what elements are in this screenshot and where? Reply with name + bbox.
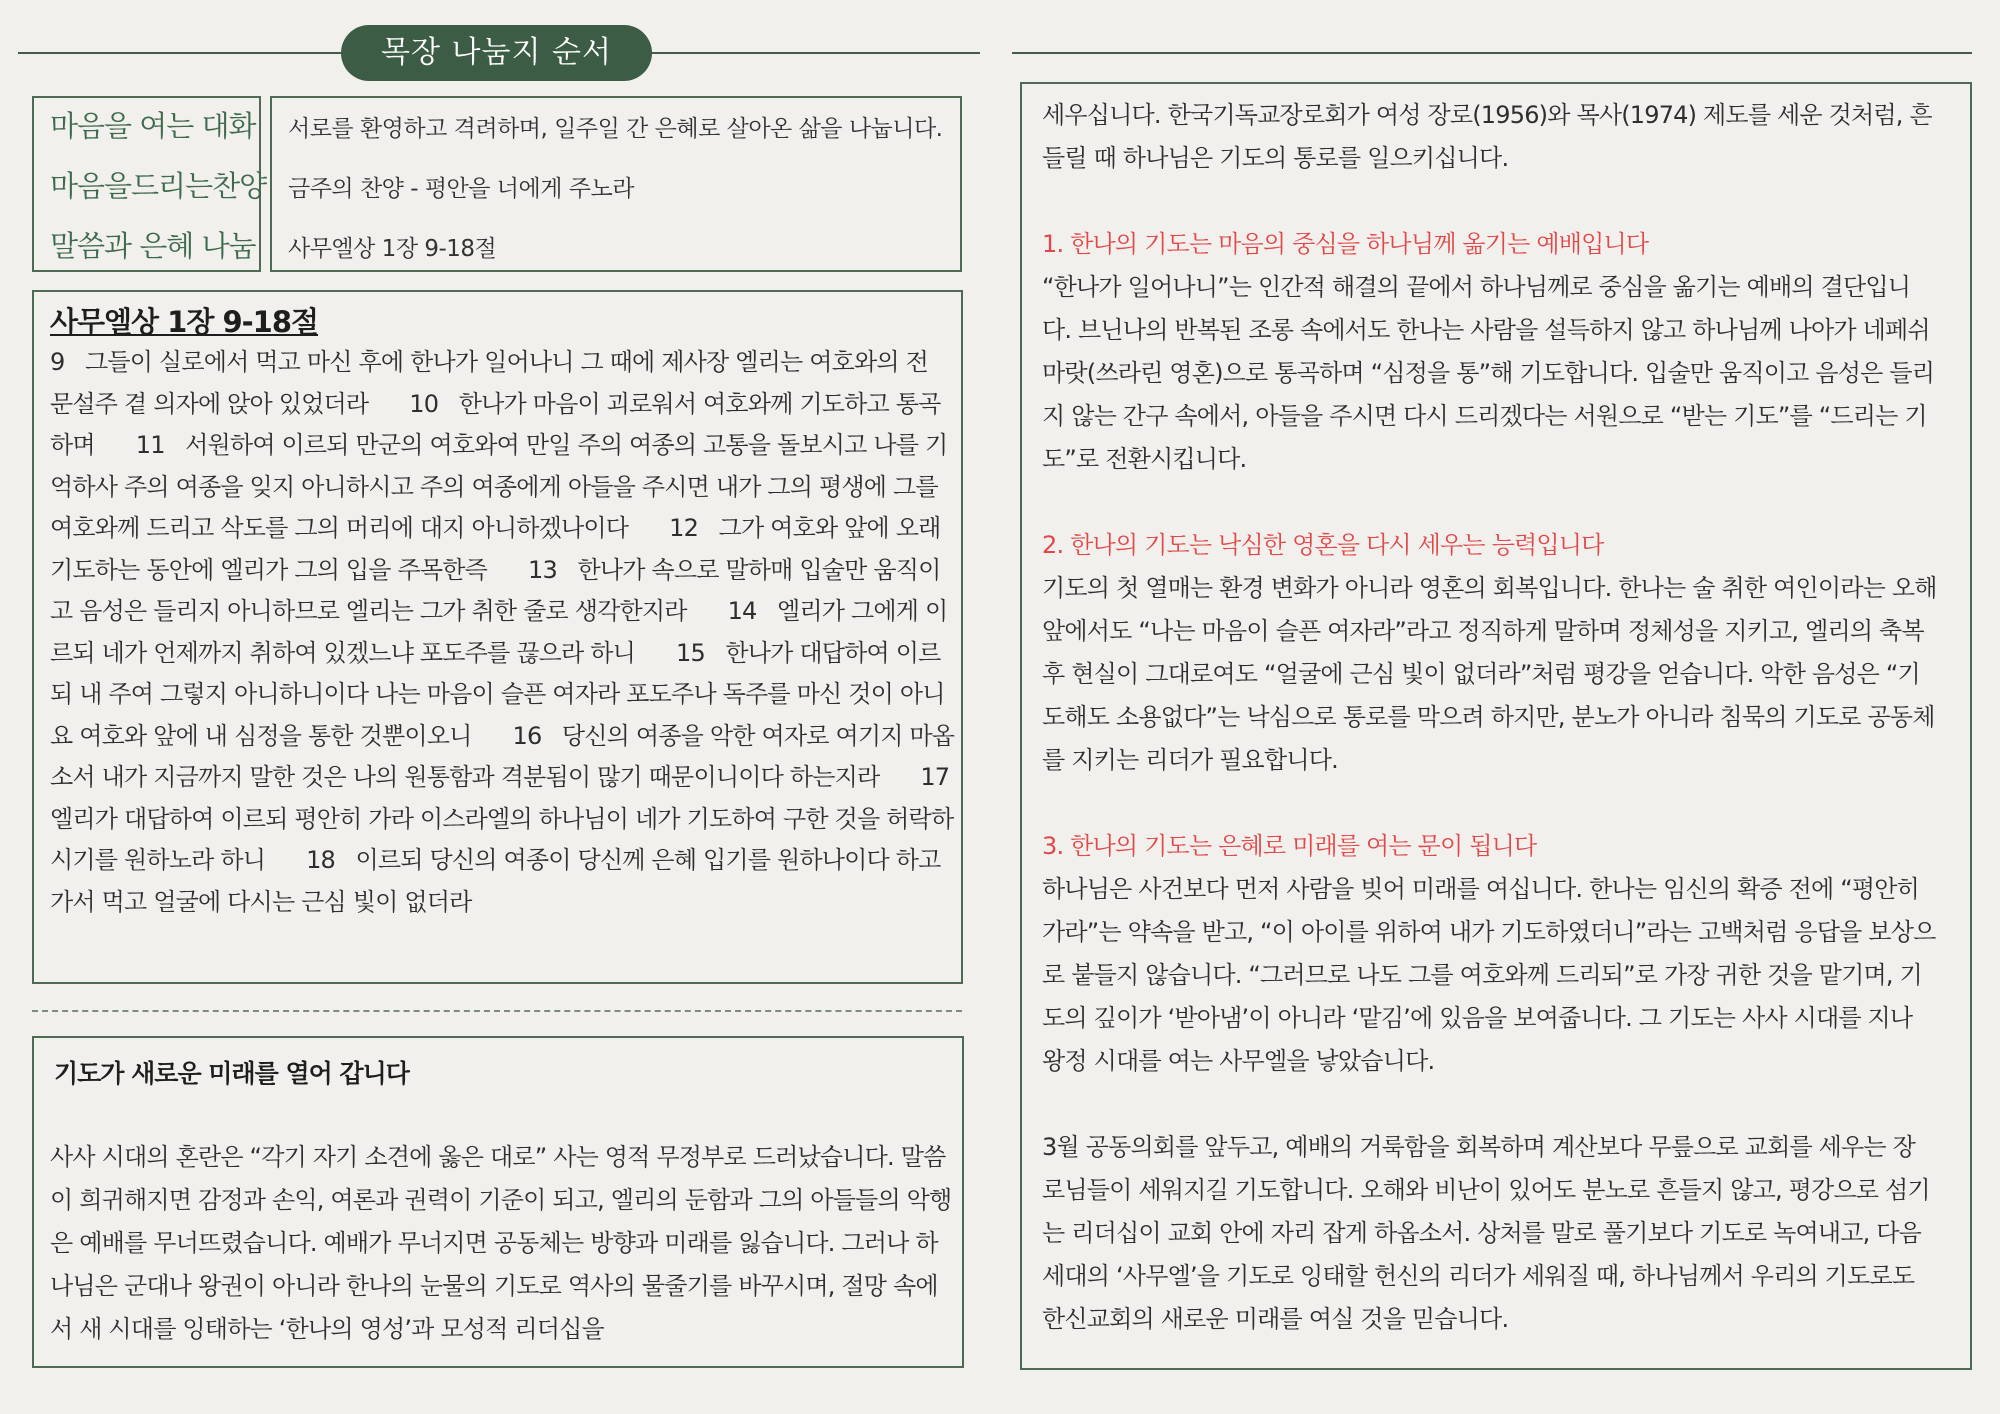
order-values-box xyxy=(270,96,962,272)
order-label-conversation: 마음을 여는 대화 xyxy=(50,109,256,143)
essay-box xyxy=(32,1036,964,1368)
order-label-word: 말씀과 은혜 나눔 xyxy=(50,229,256,263)
reflection-box xyxy=(1020,82,1972,1370)
essay-text: 사사 시대의 혼란은 “각기 자기 소견에 옳은 대로” 사는 영적 무정부로 드러났습니다. 말씀이 희귀해지면 감정과 손익, 여론과 권력이 기준이 되고, 엘리의 둔함과 그의 아들들의 악행은 예배를 무너뜨렸습니다. 예배가 무너지면 공동체는 방향과 미래를 잃습니다. 그러나 하나님은 군대나 왕권이 아니라 한나의 눈물의 기도로 역사의 물줄기를 바꾸시며, 절망 속에서 새 시대를 잉태하는 ‘한나의 영성’과 모성적 리더십을 xyxy=(50,1143,952,1343)
order-label-praise: 마음을드리는찬양 xyxy=(50,169,267,203)
order-labels-box xyxy=(32,96,267,272)
spacer xyxy=(1042,1083,1937,1126)
point-1-heading: 1. 한나의 기도는 마음의 중심을 하나님께 옮기는 예배입니다 xyxy=(1042,230,1649,258)
spacer xyxy=(1042,180,1937,223)
point-3-body: 하나님은 사건보다 먼저 사람을 빚어 미래를 여십니다. 한나는 임신의 확증 전에 “평안히 가라”는 약속을 받고, “이 아이를 위하여 내가 기도하였더니”라는 고백처럼 응답을 보상으로 붙들지 않습니다. “그러므로 나도 그를 여호와께 드리되”로 가장 귀한 것을 맡기며, 기도의 깊이가 ‘받아냄’이 아니라 ‘맡김’에 있음을 보여줍니다. 그 기도는 사사 시대를 지나 왕정 시대를 여는 사무엘을 낳았습니다. xyxy=(1042,875,1936,1075)
header-line-right xyxy=(1012,52,1972,54)
section-divider xyxy=(32,1010,962,1012)
closing-prayer: 3월 공동의회를 앞두고, 예배의 거룩함을 회복하며 계산보다 무릎으로 교회를 세우는 장로님들이 세워지길 기도합니다. 오해와 비난이 있어도 분노로 흔들지 않고, 평강으로 섬기는 리더십이 교회 안에 자리 잡게 하옵소서. 상처를 말로 풀기보다 기도로 녹여내고, 다음 세대의 ‘사무엘’을 기도로 잉태할 헌신의 리더가 세워질 때, 하나님께서 우리의 기도로도 한신교회의 새로운 미래를 여실 것을 믿습니다. xyxy=(1042,1133,1930,1333)
point-1-body: “한나가 일어나니”는 인간적 해결의 끝에서 하나님께로 중심을 옮기는 예배의 결단입니다. 브닌나의 반복된 조롱 속에서도 한나는 사람을 설득하지 않고 하나님께 나아가 네페쉬 마랏(쓰라린 영혼)으로 통곡하며 “심정을 통”해 기도합니다. 입술만 움직이고 음성은 들리지 않는 간구 속에서, 아들을 주시면 다시 드리겠다는 서원으로 “받는 기도”를 “드리는 기도”로 전환시킵니다. xyxy=(1042,273,1935,473)
scripture-text: 9 그들이 실로에서 먹고 마신 후에 한나가 일어나니 그 때에 제사장 엘리는 여호와의 전 문설주 곁 의자에 앉아 있었더라 10 한나가 마음이 괴로워서 여호와께 기도하고 통곡하며 11 서원하여 이르되 만군의 여호와여 만일 주의 여종의 고통을 돌보시고 나를 기억하사 주의 여종을 잊지 아니하시고 주의 여종에게 아들을 주시면 내가 그의 평생에 그를 여호와께 드리고 삭도를 그의 머리에 대지 아니하겠나이다 12 그가 여호와 앞에 오래 기도하는 동안에 엘리가 그의 입을 주목한즉 13 한나가 속으로 말하매 입술만 움직이고 음성은 들리지 아니하므로 엘리는 그가 취한 줄로 생각한지라 14 엘리가 그에게 이르되 네가 언제까지 취하여 있겠느냐 포도주를 끊으라 하니 15 한나가 대답하여 이르되 내 주여 그렇지 아니하니이다 나는 마음이 슬픈 여자라 포도주나 독주를 마신 것이 아니요 여호와 앞에 내 심정을 통한 것뿐이오니 16 당신의 여종을 악한 여자로 여기지 마옵소서 내가 지금까지 말한 것은 나의 원통함과 격분됨이 많기 때문이니이다 하는지라 17 엘리가 대답하여 이르되 평안히 가라 이스라엘의 하나님이 네가 기도하여 구한 것을 허락하시기를 원하노라 하니 18 이르되 당신의 여종이 당신께 은혜 입기를 원하나이다 하고 가서 먹고 얼굴에 다시는 근심 빛이 없더라 xyxy=(50,348,970,916)
order-value-conversation: 서로를 환영하고 격려하며, 일주일 간 은혜로 살아온 삶을 나눕니다. xyxy=(288,116,943,142)
header-line-mid xyxy=(650,52,980,54)
header-line-left xyxy=(18,52,348,54)
reflection-text xyxy=(1042,94,1937,1341)
scripture-box xyxy=(32,290,970,984)
point-3-heading: 3. 한나의 기도는 은혜로 미래를 여는 문이 됩니다 xyxy=(1042,832,1537,860)
point-2-heading: 2. 한나의 기도는 낙심한 영혼을 다시 세우는 능력입니다 xyxy=(1042,531,1604,559)
order-value-word: 사무엘상 1장 9-18절 xyxy=(288,236,497,262)
essay-title: 기도가 새로운 미래를 열어 갑니다 xyxy=(54,1059,409,1088)
reflection-intro: 세우십니다. 한국기독교장로회가 여성 장로(1956)와 목사(1974) 제도를 세운 것처럼, 흔들릴 때 하나님은 기도의 통로를 일으키십니다. xyxy=(1042,101,1932,172)
page-title: 목장 나눔지 순서 xyxy=(341,25,652,81)
point-2-body: 기도의 첫 열매는 환경 변화가 아니라 영혼의 회복입니다. 한나는 술 취한 여인이라는 오해 앞에서도 “나는 마음이 슬픈 여자라”라고 정직하게 말하며 정체성을 지키고, 엘리의 축복 후 현실이 그대로여도 “얼굴에 근심 빛이 없더라”처럼 평강을 얻습니다. 악한 음성은 “기도해도 소용없다”는 낙심으로 통로를 막으려 하지만, 분노가 아니라 침묵의 기도로 공동체를 지키는 리더가 필요합니다. xyxy=(1042,574,1937,774)
spacer xyxy=(1042,481,1937,524)
spacer xyxy=(1042,782,1937,825)
scripture-title: 사무엘상 1장 9-18절 xyxy=(50,305,319,339)
order-value-praise: 금주의 찬양 - 평안을 너에게 주노라 xyxy=(288,176,634,202)
